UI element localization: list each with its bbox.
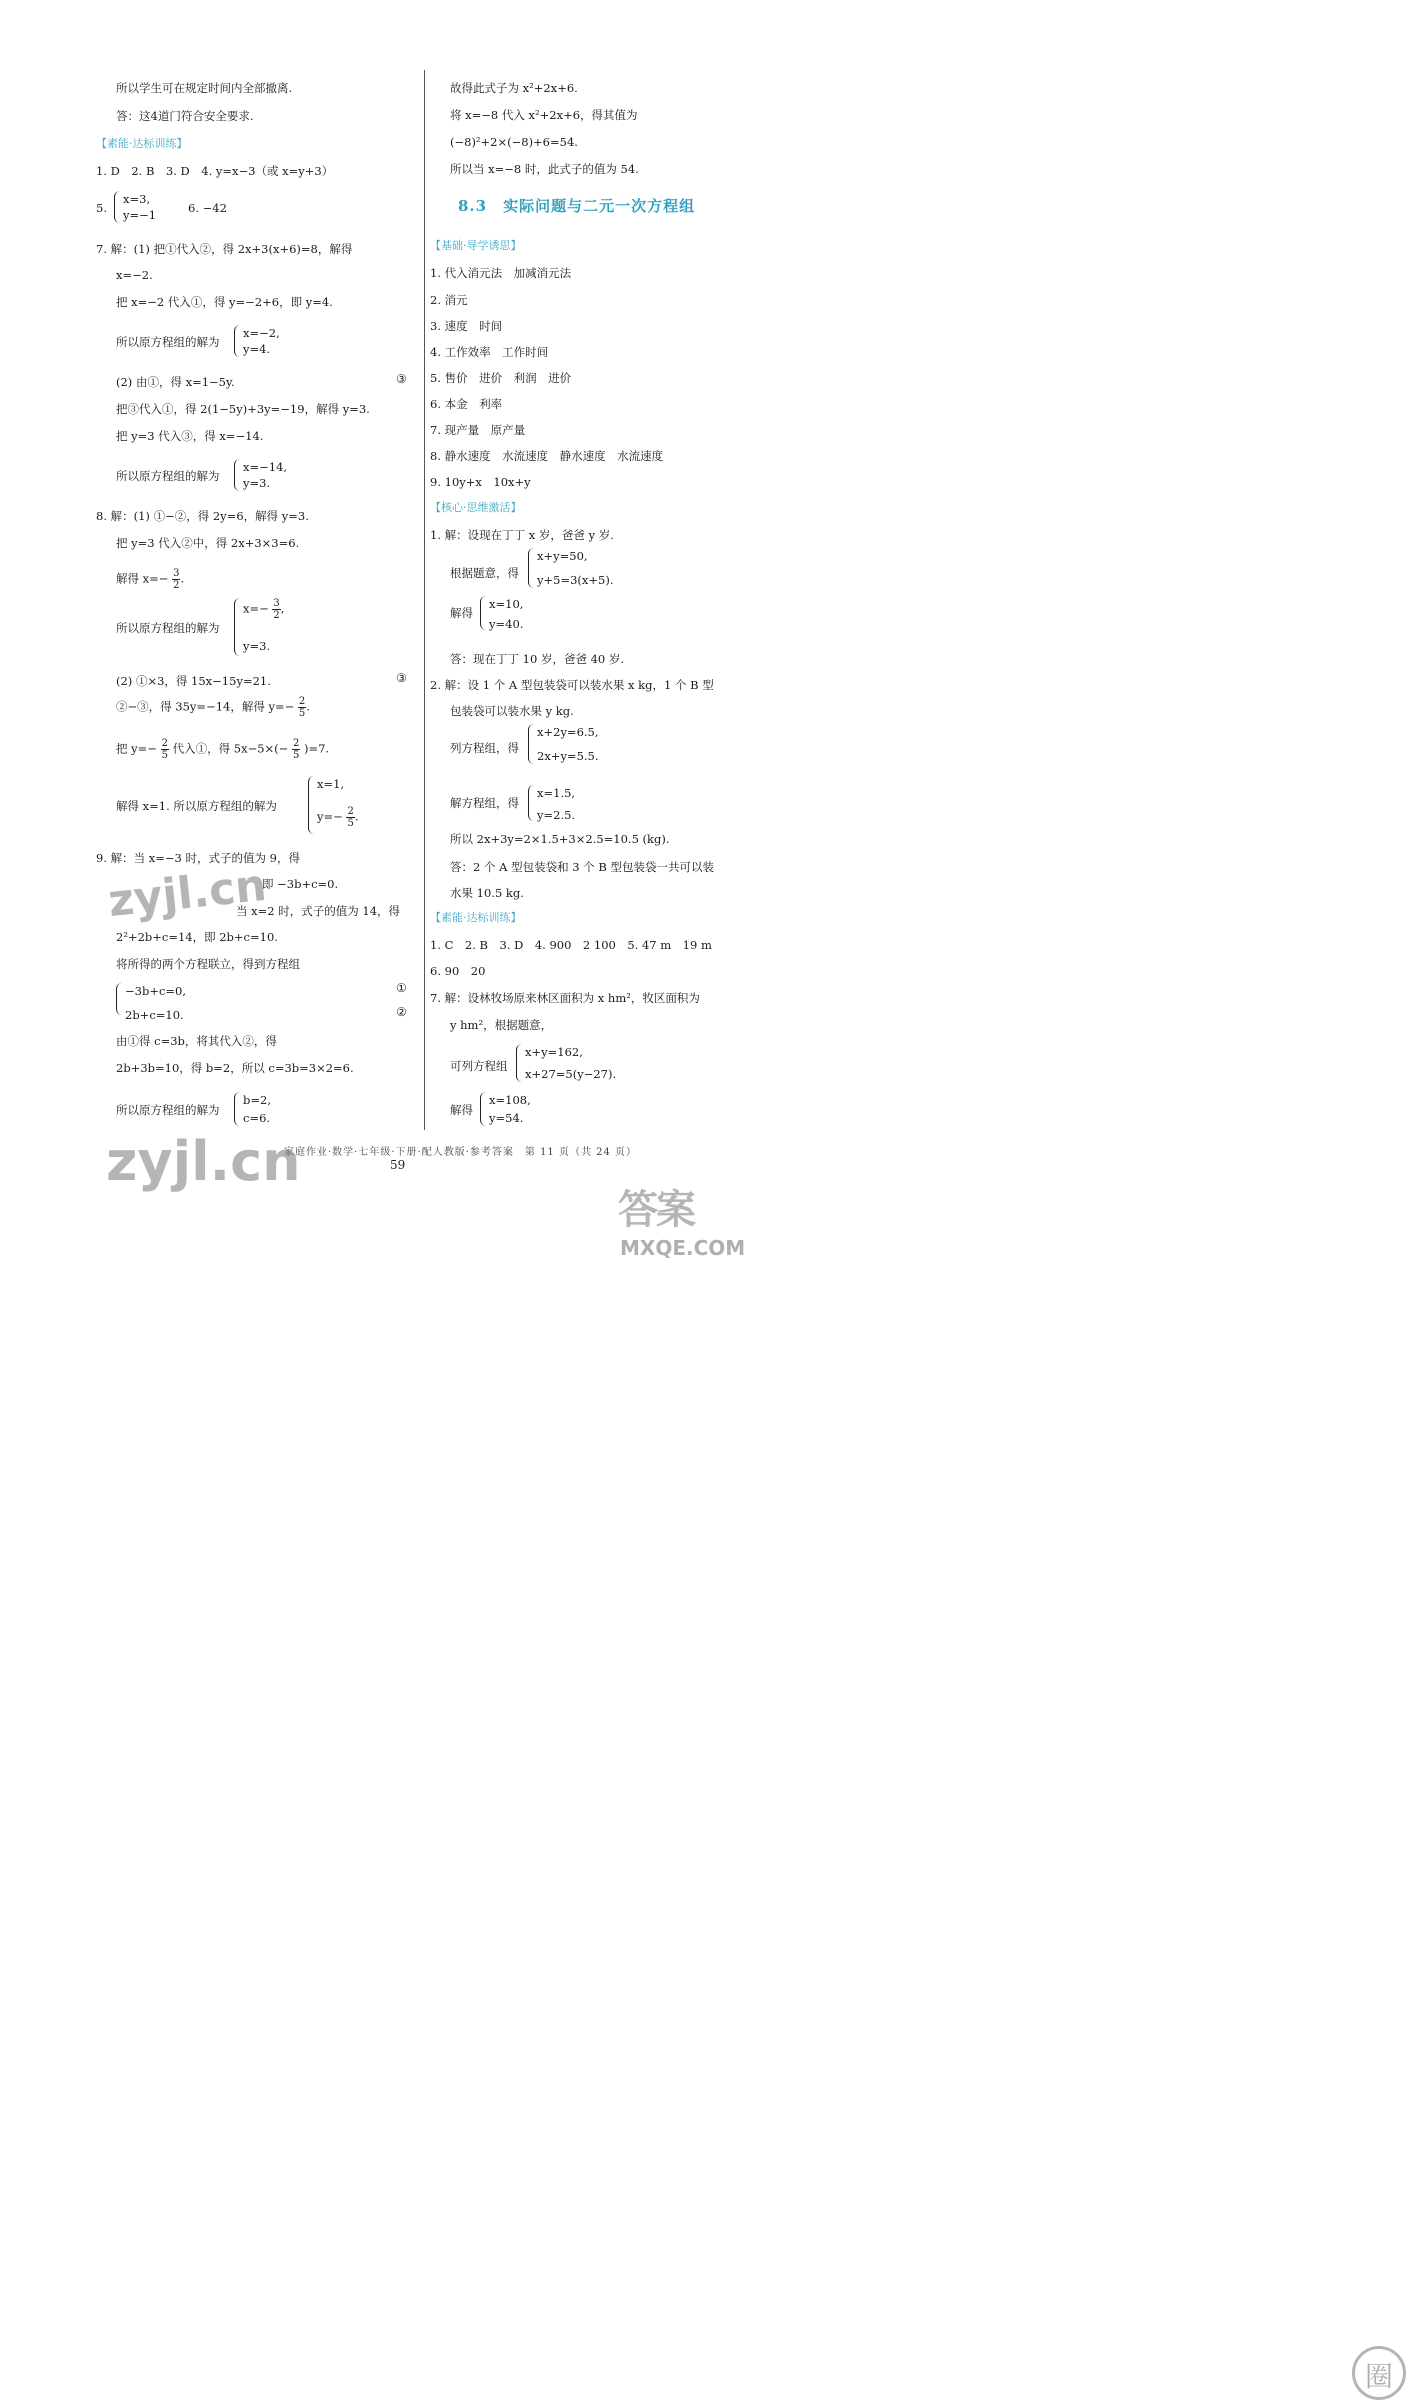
drill-line: y hm²，根据题意， bbox=[450, 1018, 553, 1032]
core-line: 1. 解：设现在丁丁 x 岁，爸爸 y 岁. bbox=[430, 528, 614, 542]
q7-line: (2) 由①，得 x=1−5y. bbox=[116, 375, 235, 389]
watermark: MXQE.COM bbox=[620, 1236, 746, 1260]
answer-6: 6. −42 bbox=[188, 201, 227, 215]
basic-answer: 1. 代入消元法 加减消元法 bbox=[430, 266, 572, 280]
q9-line: 9. 解：当 x=−3 时，式子的值为 9，得 bbox=[96, 851, 300, 865]
section-basic-heading: 【基础·导学诱思】 bbox=[430, 239, 522, 252]
q8-line: 所以原方程组的解为 bbox=[116, 621, 220, 635]
answers-1-4: 1. D 2. B 3. D 4. y=x−3（或 x=y+3） bbox=[96, 164, 334, 178]
text-line: 所以学生可在规定时间内全部撤离. bbox=[116, 81, 293, 95]
drill-answers: 1. C 2. B 3. D 4. 900 2 100 5. 47 m 19 m bbox=[430, 938, 712, 952]
q7-line: 把 y=3 代入③，得 x=−14. bbox=[116, 429, 264, 443]
q7-line: 所以原方程组的解为 bbox=[116, 469, 220, 483]
q7-line: 把 x=−2 代入①，得 y=−2+6，即 y=4. bbox=[116, 295, 333, 309]
text-line: (−8)²+2×(−8)+6=54. bbox=[450, 135, 578, 149]
q9-line: 2²+2b+c=14，即 2b+c=10. bbox=[116, 930, 278, 944]
drill-answers: 6. 90 20 bbox=[430, 964, 486, 978]
circled-number: ③ bbox=[396, 372, 407, 386]
answer-5-label: 5. bbox=[96, 201, 107, 215]
page-footer: 家庭作业·数学·七年级·下册·配人教版·参考答案 第 11 页（共 24 页） bbox=[284, 1147, 638, 1158]
q8-line: ②−③，得 35y=−14，解得 y=− $\frac{2}{5}$ . bbox=[116, 696, 310, 719]
core-line: 2. 解：设 1 个 A 型包装袋可以装水果 x kg，1 个 B 型 bbox=[430, 678, 714, 692]
logo-circle-icon: 圈 bbox=[1352, 2346, 1406, 2400]
q9-line: 将所得的两个方程联立，得到方程组 bbox=[116, 957, 300, 971]
drill-line: 7. 解：设林牧场原来林区面积为 x hm²，牧区面积为 bbox=[430, 991, 700, 1005]
q8-line: 8. 解：(1) ①−②，得 2y=6，解得 y=3. bbox=[96, 509, 309, 523]
q7-line: x=−2. bbox=[116, 268, 153, 282]
basic-answer: 2. 消元 bbox=[430, 293, 468, 307]
q8-line: 解得 x=1. 所以原方程组的解为 bbox=[116, 799, 277, 813]
basic-answer: 7. 现产量 原产量 bbox=[430, 423, 526, 437]
section-core-heading: 【核心·思维激活】 bbox=[430, 501, 522, 514]
basic-answer: 4. 工作效率 工作时间 bbox=[430, 345, 549, 359]
q8-line: 把 y=− $\frac{2}{5}$ 代入①，得 5x−5×(− $\frac{2}{5}$ )=7. bbox=[116, 738, 330, 761]
q7-line: 把③代入①，得 2(1−5y)+3y=−19，解得 y=3. bbox=[116, 402, 370, 416]
core-line: 包装袋可以装水果 y kg. bbox=[450, 704, 574, 718]
q8-line: (2) ①×3，得 15x−15y=21. bbox=[116, 674, 271, 688]
logo-text: 答案 bbox=[618, 1187, 694, 1233]
section-title: 8.3 实际问题与二元一次方程组 bbox=[458, 197, 696, 215]
watermark: zyjl.cn bbox=[105, 859, 269, 928]
core-line: 根据题意，得 bbox=[450, 566, 519, 580]
answer-line: 答：这4道门符合安全要求. bbox=[116, 109, 254, 123]
q9-line: 即 −3b+c=0. bbox=[262, 877, 339, 891]
q8-line: 把 y=3 代入②中，得 2x+3×3=6. bbox=[116, 536, 300, 550]
basic-answer: 8. 静水速度 水流速度 静水速度 水流速度 bbox=[430, 449, 664, 463]
core-line: 所以 2x+3y=2×1.5+3×2.5=10.5 (kg). bbox=[450, 832, 670, 846]
column-divider bbox=[424, 70, 425, 1130]
q9-line: 所以原方程组的解为 bbox=[116, 1103, 220, 1117]
basic-answer: 6. 本金 利率 bbox=[430, 397, 503, 411]
q7-line: 7. 解：(1) 把①代入②，得 2x+3(x+6)=8，解得 bbox=[96, 242, 353, 256]
q9-line: 由①得 c=3b，将其代入②，得 bbox=[116, 1034, 277, 1048]
drill-line: 解得 bbox=[450, 1103, 473, 1117]
core-line: 列方程组，得 bbox=[450, 741, 519, 755]
core-line: 解方程组，得 bbox=[450, 796, 519, 810]
circled-number: ① bbox=[396, 981, 407, 995]
q7-line: 所以原方程组的解为 bbox=[116, 335, 220, 349]
q8-line: 解得 x=− $\frac{3}{2}$ . bbox=[116, 568, 185, 591]
core-line: 解得 bbox=[450, 606, 473, 620]
page-number: 59 bbox=[390, 1158, 406, 1172]
basic-answer: 5. 售价 进价 利润 进价 bbox=[430, 371, 572, 385]
core-line: 水果 10.5 kg. bbox=[450, 886, 524, 900]
q9-line: 2b+3b=10，得 b=2，所以 c=3b=3×2=6. bbox=[116, 1061, 354, 1075]
core-line: 答：现在丁丁 10 岁，爸爸 40 岁. bbox=[450, 652, 625, 666]
basic-answer: 3. 速度 时间 bbox=[430, 319, 503, 333]
text-line: 将 x=−8 代入 x²+2x+6，得其值为 bbox=[450, 108, 638, 122]
circled-number: ③ bbox=[396, 671, 407, 685]
circled-number: ② bbox=[396, 1005, 407, 1019]
section-drill-heading: 【素能·达标训练】 bbox=[96, 137, 188, 150]
basic-answer: 9. 10y+x 10x+y bbox=[430, 475, 531, 489]
section-drill-heading: 【素能·达标训练】 bbox=[430, 911, 522, 924]
watermark: zyjl.cn bbox=[106, 1130, 301, 1193]
text-line: 故得此式子为 x²+2x+6. bbox=[450, 81, 578, 95]
core-line: 答：2 个 A 型包装袋和 3 个 B 型包装袋一共可以装 bbox=[450, 860, 714, 874]
q9-line: 当 x=2 时，式子的值为 14，得 bbox=[236, 904, 401, 918]
drill-line: 可列方程组 bbox=[450, 1059, 508, 1073]
text-line: 所以当 x=−8 时，此式子的值为 54. bbox=[450, 162, 639, 176]
